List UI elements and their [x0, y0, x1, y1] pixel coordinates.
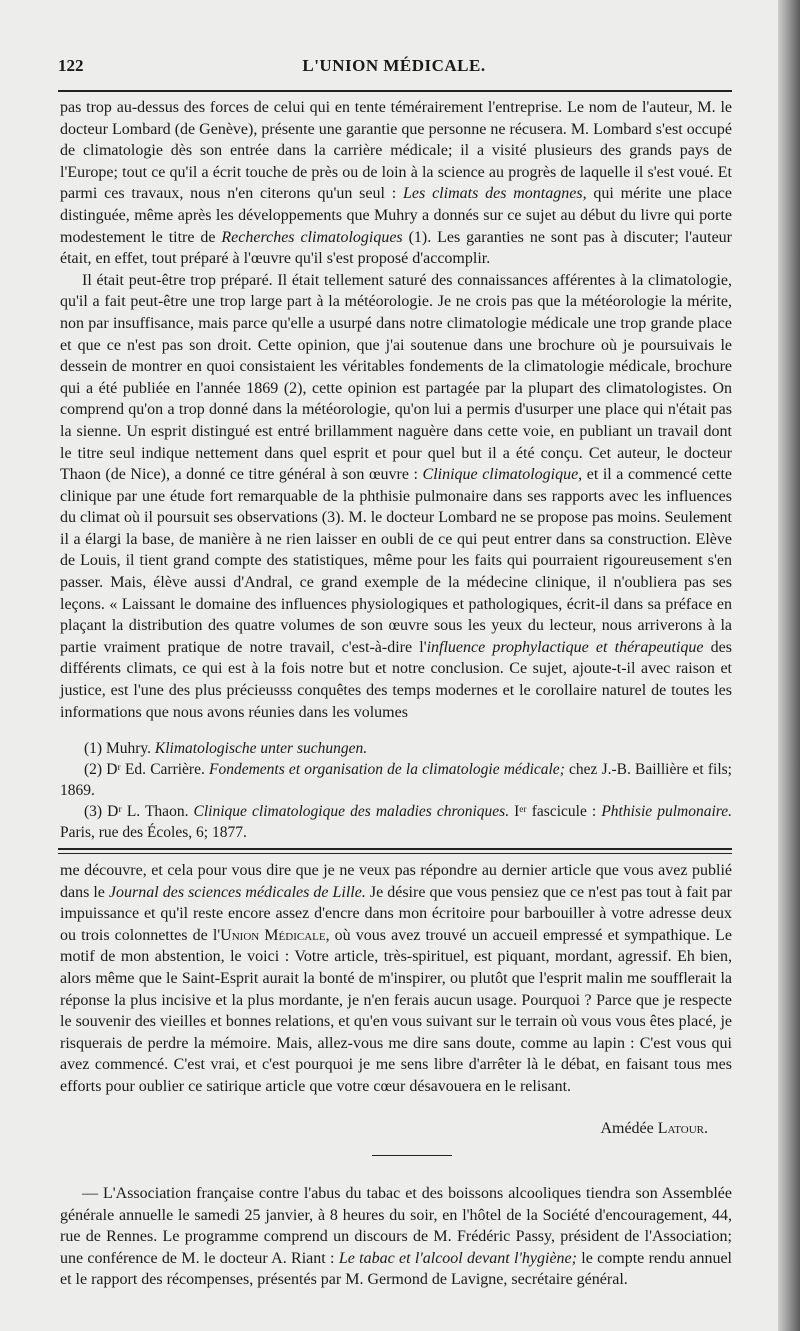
letter-signature: Amédée Latour. — [600, 1120, 708, 1137]
letter-body — [60, 860, 732, 1098]
separator-short-rule — [372, 1155, 452, 1156]
letter-paragraph: me découvre, et cela pour vous dire que je ne veux pas répondre au dernier article que vous avez publié dans le Journal des sciences médicales de Lille. Je désire que vous pensiez que ce n'est pas tout à fait par impuissance et qu'il reste encore assez d'encre dans mon écritoire pour barbouiller à votre adresse deux ou trois colonnettes de l'Union Médicale, où vous avez trouvé un accueil empressé et sympathique. Le motif de mon abstention, le voici : Votre article, très-spirituel, est piquant, mordant, agressif. Eh bien, alors même que le Saint-Esprit aurait la bonté de m'inspirer, ou plutôt que l'esprit malin me soufflerait la réponse la plus incisive et la plus mordante, je n'en ferais aucun usage. Pourquoi ? Parce que je respecte le souvenir des vieilles et bonnes relations, et qu'en vous suivant sur le terrain où vous vous êtes placé, je risquerais de perdre la mémoire. Mais, allez-vous me dire sans doute, comme au lapin : C'est vous qui avez commencé. C'est vrai, et c'est pourquoi je me sens libre d'arrêter là le débat, en faisant tous mes efforts pour oublier ce satirique article que votre cœur désavouera en le relisant. — [60, 862, 733, 1095]
footnote-3: (3) Dʳ L. Thaon. Clinique climatologique des maladies chroniques. Iᵉʳ fascicule : Phthisie pulmonaire. Paris, rue des Écoles, 6; 1877. — [60, 803, 732, 841]
book-spine-shadow — [778, 0, 800, 1331]
section-rule-bottom — [58, 853, 732, 854]
page-header — [58, 56, 730, 80]
footnotes — [60, 738, 732, 843]
header-rule — [58, 90, 732, 92]
article-paragraph-2: Il était peut-être trop préparé. Il était tellement saturé des connaissances afférentes à la climatologie, qu'il a fait peut-être une trop large part à la météorologie. Je ne crois pas que la météorologie la mérite, non par insuffisance, mais parce qu'elle a usurpé dans notre climatologie médicale une trop grande place et que ce n'est pas son droit. Cette opinion, que j'ai soutenue dans une brochure où je poursuivais le dessein de montrer en quoi consistaient les véritables fondements de la climatologie médicale, brochure qui a été publiée en l'année 1869 (2), cette opinion est partagée par la plupart des climatologistes. On comprend qu'on a trop donné dans la météorologie, qu'on lui a permis d'usurper une place qui n'était pas la sienne. Un esprit distingué est entré brillamment naguère dans cette voie, en publiant un travail dont le titre seul indique nettement dans quel esprit et pour quel but il a été conçu. Cet auteur, le docteur Thaon (de Nice), a donné ce titre général à son œuvre : Clinique climatologique, et il a commencé cette clinique par une étude fort remarquable de la phthisie pulmonaire dans ses rapports avec les influences du climat où il poursuit ses observations (3). M. le docteur Lombard ne se propose pas moins. Seulement il a élargi la base, de manière à ne rien laisser en oubli de ce qui peut entrer dans sa construction. Elève de Louis, il tient grand compte des statistiques, même pour les faits qui pourraient rigoureusement s'en passer. Mais, élève aussi d'Andral, ce grand exemple de la médecine clinique, il n'oubliera pas ses leçons. « Laissant le domaine des influences physiologiques et pathologiques, écrit-il dans sa préface en plaçant la distribution des quatre volumes de son œuvre sous les yeux du lecteur, nous arriverons à la partie vraiment pratique de notre travail, c'est-à-dire l'influence prophylactique et thérapeutique des différents climats, ce qui est à la fois notre but et notre conclusion. Ce sujet, ajoute-t-il avec raison et justice, est l'une des plus précieusss conquêtes des temps modernes et le corollaire naturel de toutes les informations que nous avons réunies dans les volumes — [60, 271, 733, 721]
notice-paragraph: — L'Association française contre l'abus du tabac et des boissons alcooliques tiendra son Assemblée générale annuelle le samedi 25 janvier, à 8 heures du soir, en l'hôtel de la Société d'encouragement, 44, rue de Rennes. Le programme comprend un discours de M. Frédéric Passy, président de l'Association; une conférence de M. le docteur A. Riant : Le tabac et l'alcool devant l'hygiène; le compte rendu annuel et le rapport des récompenses, présentés par M. Germond de Lavigne, secrétaire général. — [60, 1185, 732, 1289]
footnote-1: (1) Muhry. Klimatologische unter suchungen. — [84, 740, 368, 757]
running-title: L'UNION MÉDICALE. — [302, 56, 486, 75]
footnote-2: (2) Dʳ Ed. Carrière. Fondements et organisation de la climatologie médicale; chez J.-B. Baillière et fils; 1869. — [60, 761, 732, 799]
page-number: 122 — [58, 56, 84, 75]
section-rule-top — [58, 848, 732, 850]
article-body — [60, 97, 732, 723]
article-paragraph-1: pas trop au-dessus des forces de celui qui en tente témérairement l'entreprise. Le nom de l'auteur, M. le docteur Lombard (de Genève), présente une garantie que personne ne récusera. M. Lombard s'est occupé de climatologie dès son entrée dans la carrière médicale; il a visité plusieurs des grands pays de l'Europe; tout ce qu'il a écrit touche de près ou de loin à la science au progrès de laquelle il s'est voué. Et parmi ces travaux, nous n'en citerons qu'un seul : Les climats des montagnes, qui mérite une place distinguée, même après les développements que Muhry a donnés sur ce sujet au début du livre qui porte modestement le titre de Recherches climatologiques (1). Les garanties ne sont pas à discuter; l'auteur était, en effet, tout préparé à l'œuvre qu'il s'est proposé d'accomplir. — [60, 99, 732, 268]
association-notice — [60, 1183, 732, 1291]
